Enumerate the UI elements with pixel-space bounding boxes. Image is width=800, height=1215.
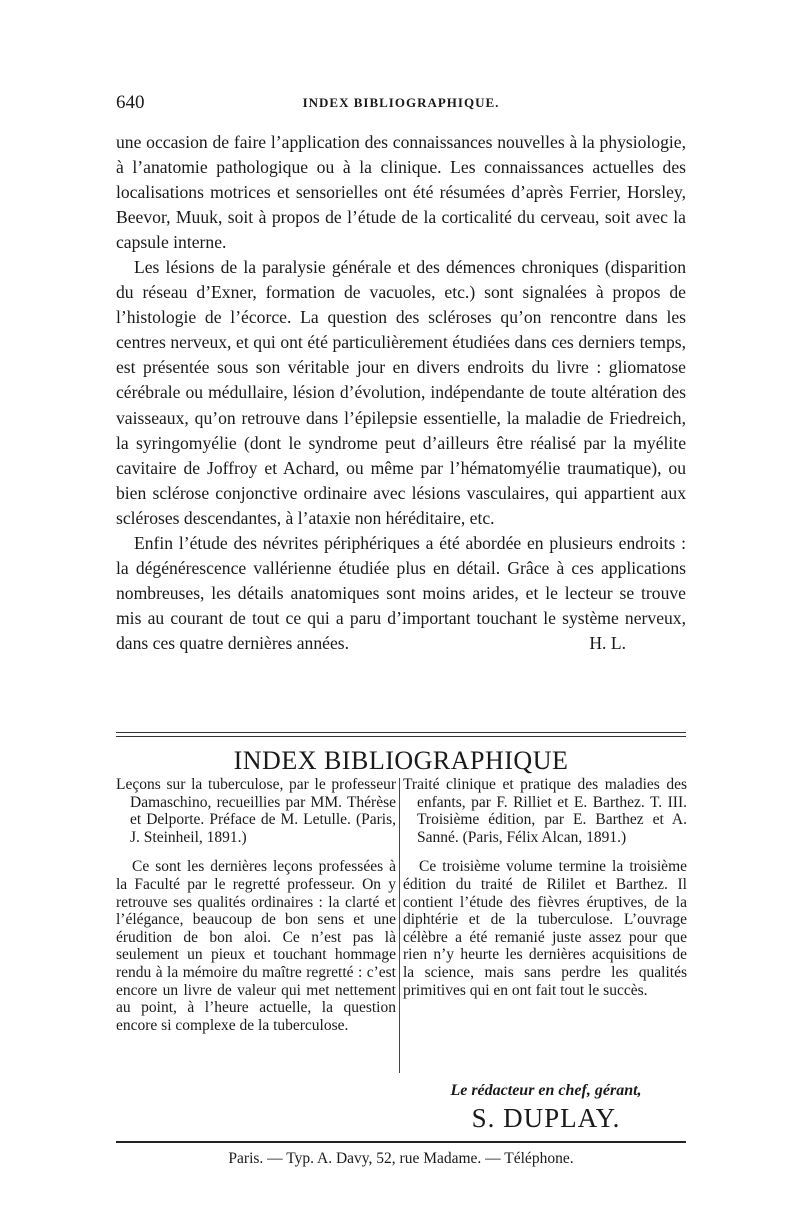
- review-body: [116, 130, 686, 656]
- section-divider: [116, 732, 686, 737]
- editor-title: Le rédacteur en chef, gérant,: [450, 1082, 642, 1099]
- entry-citation: Traité clinique et pratique des maladies des enfants, par F. Rilliet et E. Barthez. T. III. Troisième édition, par E. Barthez et A. Sanné. (Paris, Félix Alcan, 1891.): [403, 776, 687, 846]
- body-paragraph-text: Enfin l’étude des névrites périphériques a été abordée en plusieurs endroits : la dégénérescence vallérienne étudiée plus en détail. Grâce à ces applications nombreuses, les détails anatomiques sont moins arides, et le lecteur se trouve mis au courant de tout ce qui a paru d’important touchant le système nerveux, dans ces quatre dernières années.: [116, 532, 686, 653]
- running-head: [116, 92, 686, 122]
- body-paragraph: [116, 531, 686, 656]
- printer-imprint: Paris. — Typ. A. Davy, 52, rue Madame. — Téléphone.: [228, 1150, 574, 1167]
- entry-review: Ce sont les dernières leçons professées à la Faculté par le regretté professeur. On y retrouve ses qualités ordinaires : la clarté et l’élégance, beaucoup de bon sens et une érudition de bon aloi. Ce n’est pas là seulement un pieux et touchant hommage rendu à la mémoire du maître regretté : c’est encore un livre de valeur qui met nettement au point, à l’heure actuelle, la question encore si complexe de la tuberculose.: [116, 858, 396, 1034]
- entry-review: Ce troisième volume termine la troisième édition du traité de Rililet et Barthez. Il contient l’étude des fièvres éruptives, de la diphtérie et de la tuberculose. L’ouvrage célèbre a été remanié juste assez pour que rien n’y heurte les dernières acquisitions de la science, mais sans perdre les qualités primitives qui en ont fait tout le succès.: [403, 858, 687, 999]
- index-entry-right: [403, 776, 687, 999]
- review-signature: H. L.: [589, 632, 626, 653]
- index-heading: INDEX BIBLIOGRAPHIQUE: [233, 746, 569, 775]
- body-paragraph: une occasion de faire l’application des connaissances nouvelles à la physiologie, à l’anatomie pathologique ou à la clinique. Les connaissances actuelles des localisations motrices et sensorielles ont été résumées d’après Ferrier, Horsley, Beevor, Muuk, soit à propos de l’étude de la corticalité du cerveau, soit avec la capsule interne.: [116, 132, 686, 253]
- body-paragraph: Les lésions de la paralysie générale et des démences chroniques (disparition du réseau d’Exner, formation de vacuoles, etc.) sont signalées à propos de l’histologie de l’écorce. La question des scléroses qu’on rencontre dans les centres nerveux, et qui ont été particulièrement étudiées dans ces derniers temps, est présentée sous son véritable jour en divers endroits du livre : gliomatose cérébrale ou médullaire, lésion d’évolution, indépendante de toute altération des vaisseaux, qu’on retrouve dans l’épilepsie essentielle, la maladie de Friedreich, la syringomyélie (dont le syndrome peut d’ailleurs être réalisé par la myélite cavitaire de Joffroy et Achard, ou même par l’hématomyélie traumatique), ou bien sclérose conjonctive ordinaire avec lésions vasculaires, qui appartient aux scléroses descendantes, à l’ataxie non héréditaire, etc.: [116, 257, 686, 528]
- column-divider: [399, 778, 400, 1073]
- editor-name: S. DUPLAY.: [471, 1103, 621, 1133]
- running-title: INDEX BIBLIOGRAPHIQUE.: [302, 95, 500, 110]
- page-number: 640: [116, 92, 145, 113]
- entry-citation: Leçons sur la tuberculose, par le professeur Damaschino, recueillies par MM. Thérèse et Delporte. Préface de M. Letulle. (Paris, J. Steinheil, 1891.): [116, 776, 396, 846]
- index-entry-left: [116, 776, 396, 1034]
- imprint-rule: [116, 1141, 686, 1143]
